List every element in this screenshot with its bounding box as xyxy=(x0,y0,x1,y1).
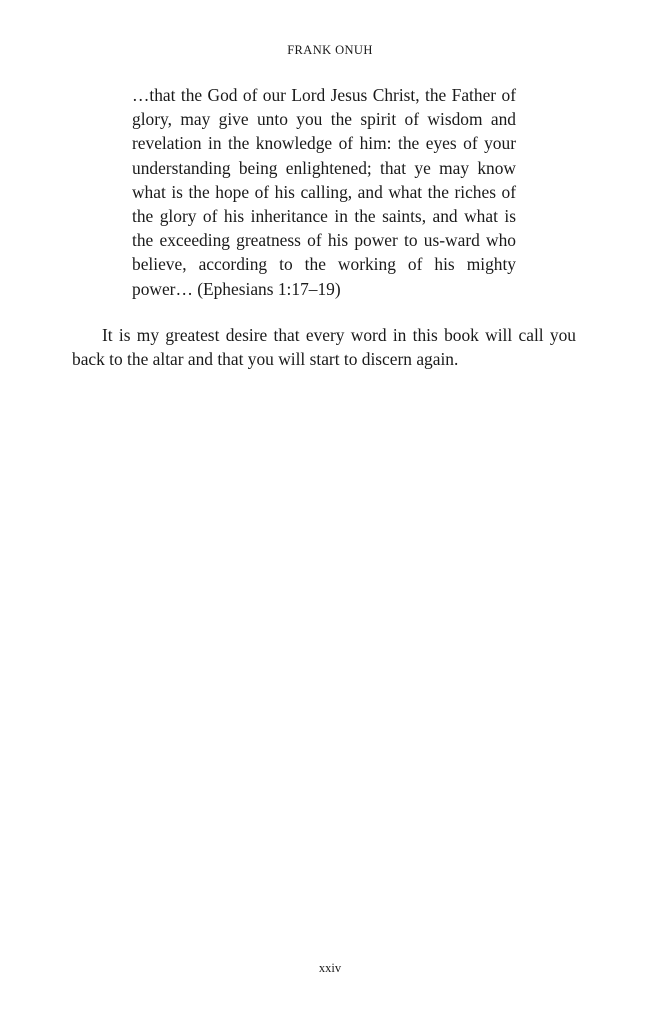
body-paragraph: It is my greatest desire that every word in this book will call you back to the altar and that you will start to discern again. xyxy=(72,325,576,370)
scripture-block-quote: …that the God of our Lord Jesus Christ, the Father of glory, may give unto you the spirit of wisdom and revelation in the knowledge of him: the eyes of your understanding being enlightened; that ye may know what is the hope of his calling, and what the riches of the glory of his inheritance in the saints, and what is the exceeding greatness of his power to us-ward who believe, according to the working of his mighty power… (Ephesians 1:17–19) xyxy=(132,85,516,299)
running-head: FRANK ONUH xyxy=(287,43,373,57)
page-number: xxiv xyxy=(318,961,342,975)
